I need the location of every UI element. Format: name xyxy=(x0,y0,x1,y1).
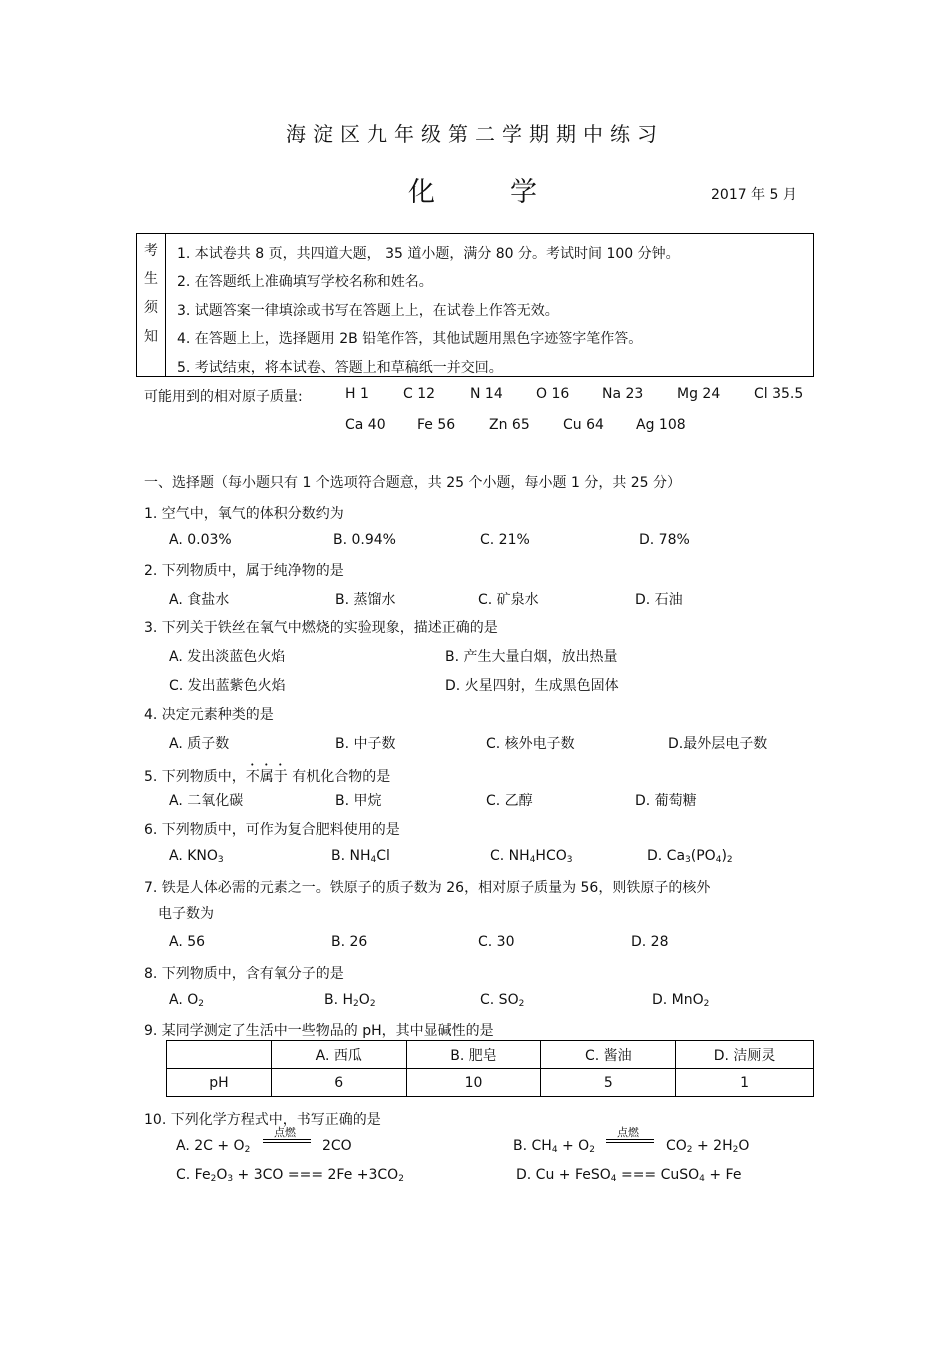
atomic-mass-item: Fe 56 xyxy=(417,417,456,433)
formula-text: Cl xyxy=(376,848,390,864)
exam-title: 海淀区九年级第二学期期中练习 xyxy=(286,122,664,146)
formula-text: O xyxy=(216,1167,228,1183)
option-a[interactable]: A. 56 xyxy=(169,934,206,950)
subscript: 2 xyxy=(726,855,733,865)
question-stem: 10. 下列化学方程式中，书写正确的是 xyxy=(144,1112,381,1128)
atomic-mass-item: Ag 108 xyxy=(636,417,686,433)
notice-heading xyxy=(137,234,166,376)
question-stem: 4. 决定元素种类的是 xyxy=(144,707,274,723)
option-d[interactable]: D. 石油 xyxy=(635,592,683,608)
formula-text: B. CH xyxy=(513,1138,552,1154)
notice-line: 2. 在答题纸上准确填写学校名称和姓名。 xyxy=(177,274,433,290)
option-c[interactable]: C. 乙醇 xyxy=(486,793,533,809)
formula-text: (PO xyxy=(690,848,716,864)
option-d[interactable] xyxy=(647,848,733,865)
option-b[interactable]: B. 26 xyxy=(331,934,368,950)
atomic-mass-item: H 1 xyxy=(345,386,369,402)
subscript: 3 xyxy=(227,1174,234,1184)
reaction-arrow xyxy=(606,1126,654,1146)
atomic-mass-item: N 14 xyxy=(470,386,503,402)
subscript: 4 xyxy=(529,855,536,865)
subscript: 4 xyxy=(715,855,722,865)
formula-text: + 2H xyxy=(692,1138,733,1154)
option-a-product: 2CO xyxy=(322,1138,352,1154)
option-d[interactable]: D. 火星四射，生成黑色固体 xyxy=(445,678,619,694)
option-b[interactable]: B. 蒸馏水 xyxy=(335,592,396,608)
notice-head-char: 考 xyxy=(144,243,158,259)
option-d[interactable]: D. 葡萄糖 xyxy=(635,793,697,809)
atomic-mass-item: Cl 35.5 xyxy=(754,386,804,402)
formula-text: HCO xyxy=(535,848,567,864)
option-c[interactable] xyxy=(480,992,524,1009)
notice-line: 1. 本试卷共 8 页，共四道大题， 35 道小题，满分 80 分。考试时间 100 分钟。 xyxy=(177,246,680,262)
atomic-mass-item: C 12 xyxy=(403,386,436,402)
table-cell xyxy=(167,1041,272,1069)
reaction-arrow xyxy=(263,1126,311,1146)
subscript: 2 xyxy=(686,1145,693,1155)
option-d[interactable] xyxy=(516,1167,741,1184)
atomic-mass-item: Na 23 xyxy=(602,386,644,402)
option-b[interactable]: B. 甲烷 xyxy=(335,793,382,809)
subscript: 2 xyxy=(244,1145,251,1155)
reaction-condition: 点燃 xyxy=(617,1126,639,1139)
option-c[interactable]: C. 矿泉水 xyxy=(478,592,539,608)
formula-text: C. SO xyxy=(480,992,519,1008)
option-c[interactable] xyxy=(176,1167,404,1184)
notice-box xyxy=(136,233,814,377)
formula-text: A. KNO xyxy=(169,848,218,864)
option-a[interactable]: A. 食盐水 xyxy=(169,592,230,608)
notice-head-char: 须 xyxy=(144,300,158,316)
subscript: 4 xyxy=(370,855,377,865)
notice-head-char: 生 xyxy=(144,271,158,287)
atomic-mass-item: Zn 65 xyxy=(489,417,530,433)
formula-text: D. Cu + FeSO xyxy=(516,1167,611,1183)
question-stem: 3. 下列关于铁丝在氧气中燃烧的实验现象，描述正确的是 xyxy=(144,620,498,636)
table-header-row xyxy=(167,1041,814,1069)
option-d[interactable] xyxy=(652,992,709,1009)
table-cell: 10 xyxy=(406,1069,541,1097)
question-stem: 8. 下列物质中，含有氧分子的是 xyxy=(144,966,344,982)
option-c[interactable]: C. 21% xyxy=(480,532,530,548)
subscript: 3 xyxy=(566,855,573,865)
formula-text: + Fe xyxy=(704,1167,742,1183)
subscript: 2 xyxy=(198,999,204,1009)
atomic-mass-label: 可能用到的相对原子质量: xyxy=(144,389,303,405)
subscript: 4 xyxy=(699,1174,705,1184)
option-b-products xyxy=(666,1138,749,1155)
subscript: 2 xyxy=(369,999,376,1009)
subscript: 4 xyxy=(551,1145,558,1155)
formula-text: + O xyxy=(557,1138,590,1154)
atomic-mass-item: Cu 64 xyxy=(563,417,604,433)
table-cell: 1 xyxy=(676,1069,814,1097)
question-stem-cont: 电子数为 xyxy=(158,906,214,922)
option-a[interactable] xyxy=(169,848,224,865)
subscript: 2 xyxy=(210,1174,217,1184)
exam-date: 2017 年 5 月 xyxy=(711,187,797,203)
option-b[interactable] xyxy=(324,992,376,1009)
option-a[interactable] xyxy=(176,1138,250,1155)
subscript: 2 xyxy=(353,999,359,1009)
formula-text: C. Fe xyxy=(176,1167,211,1183)
formula-text: CO xyxy=(666,1138,687,1154)
formula-text: O xyxy=(358,992,370,1008)
emphasis-text: 不属于 xyxy=(245,769,288,785)
option-a[interactable]: A. 二氧化碳 xyxy=(169,793,244,809)
equals-line xyxy=(606,1139,654,1140)
subscript: 2 xyxy=(732,1145,739,1155)
formula-text: C. NH xyxy=(490,848,530,864)
question-stem: 7. 铁是人体必需的元素之一。铁原子的质子数为 26，相对原子质量为 56，则铁原子的核外 xyxy=(144,880,711,896)
subscript: 3 xyxy=(685,855,691,865)
reaction-condition: 点燃 xyxy=(274,1126,296,1139)
stem-pre: 5. 下列物质中， xyxy=(144,769,246,785)
option-b[interactable]: B. 中子数 xyxy=(335,736,396,752)
option-d[interactable]: D. 78% xyxy=(639,532,690,548)
table-cell: 5 xyxy=(541,1069,676,1097)
option-c[interactable] xyxy=(490,848,572,865)
formula-text: D. Ca xyxy=(647,848,686,864)
stem-post: 有机化合物的是 xyxy=(287,769,391,785)
formula-text: O xyxy=(738,1138,750,1154)
option-b[interactable] xyxy=(331,848,390,865)
subscript: 2 xyxy=(703,999,710,1009)
section-heading: 一、选择题（每小题只有 1 个选项符合题意，共 25 个小题，每小题 1 分，共 25 分） xyxy=(144,475,682,491)
table-row xyxy=(167,1069,814,1097)
formula-text: A. 2C + O xyxy=(176,1138,245,1154)
table-cell: C. 酱油 xyxy=(541,1041,676,1069)
subscript: 4 xyxy=(610,1174,617,1184)
subject-char-1: 化 xyxy=(408,177,435,208)
option-d[interactable]: D.最外层电子数 xyxy=(668,736,768,752)
formula-text: B. H xyxy=(324,992,354,1008)
formula-text: === CuSO xyxy=(616,1167,700,1183)
question-stem: 9. 某同学测定了生活中一些物品的 pH，其中显碱性的是 xyxy=(144,1023,494,1039)
option-c[interactable]: C. 核外电子数 xyxy=(486,736,575,752)
formula-text: D. MnO xyxy=(652,992,704,1008)
formula-text: ) xyxy=(721,848,727,864)
option-a[interactable] xyxy=(169,992,204,1009)
question-stem: 6. 下列物质中，可作为复合肥料使用的是 xyxy=(144,822,400,838)
table-cell: D. 洁厕灵 xyxy=(676,1041,814,1069)
question-stem: 1. 空气中，氧气的体积分数约为 xyxy=(144,506,344,522)
atomic-mass-item: Ca 40 xyxy=(345,417,386,433)
option-c[interactable]: C. 发出蓝紫色火焰 xyxy=(169,678,286,694)
option-d[interactable]: D. 28 xyxy=(631,934,669,950)
formula-text: A. O xyxy=(169,992,199,1008)
notice-line: 5. 考试结束，将本试卷、答题上和草稿纸一并交回。 xyxy=(177,360,503,376)
table-cell: B. 肥皂 xyxy=(406,1041,541,1069)
formula-text: B. NH xyxy=(331,848,371,864)
subscript: 2 xyxy=(589,1145,595,1155)
option-a[interactable]: A. 质子数 xyxy=(169,736,230,752)
notice-line: 3. 试题答案一律填涂或书写在答题上上，在试卷上作答无效。 xyxy=(177,303,559,319)
equals-line xyxy=(263,1142,311,1143)
equals-line xyxy=(606,1142,654,1143)
notice-line: 4. 在答题上上，选择题用 2B 铅笔作答，其他试题用黑色字迹签字笔作答。 xyxy=(177,331,643,347)
subject-char-2: 学 xyxy=(510,177,537,208)
option-b[interactable]: B. 产生大量白烟，放出热量 xyxy=(445,649,618,665)
table-cell: A. 西瓜 xyxy=(271,1041,406,1069)
question-stem: 2. 下列物质中，属于纯净物的是 xyxy=(144,563,344,579)
table-cell: 6 xyxy=(271,1069,406,1097)
subscript: 3 xyxy=(217,855,224,865)
option-c[interactable]: C. 30 xyxy=(478,934,515,950)
subscript: 2 xyxy=(398,1174,404,1184)
question-stem xyxy=(144,761,390,786)
atomic-mass-item: O 16 xyxy=(536,386,570,402)
ph-table xyxy=(166,1040,814,1097)
table-cell: pH xyxy=(167,1069,272,1097)
option-a[interactable]: A. 0.03% xyxy=(169,532,232,548)
formula-text: + 3CO === 2Fe +3CO xyxy=(233,1167,399,1183)
subscript: 2 xyxy=(518,999,525,1009)
atomic-mass-item: Mg 24 xyxy=(677,386,721,402)
option-a[interactable]: A. 发出淡蓝色火焰 xyxy=(169,649,286,665)
option-b[interactable]: B. 0.94% xyxy=(333,532,396,548)
option-b[interactable] xyxy=(513,1138,595,1155)
notice-head-char: 知 xyxy=(144,329,158,345)
equals-line xyxy=(263,1139,311,1140)
